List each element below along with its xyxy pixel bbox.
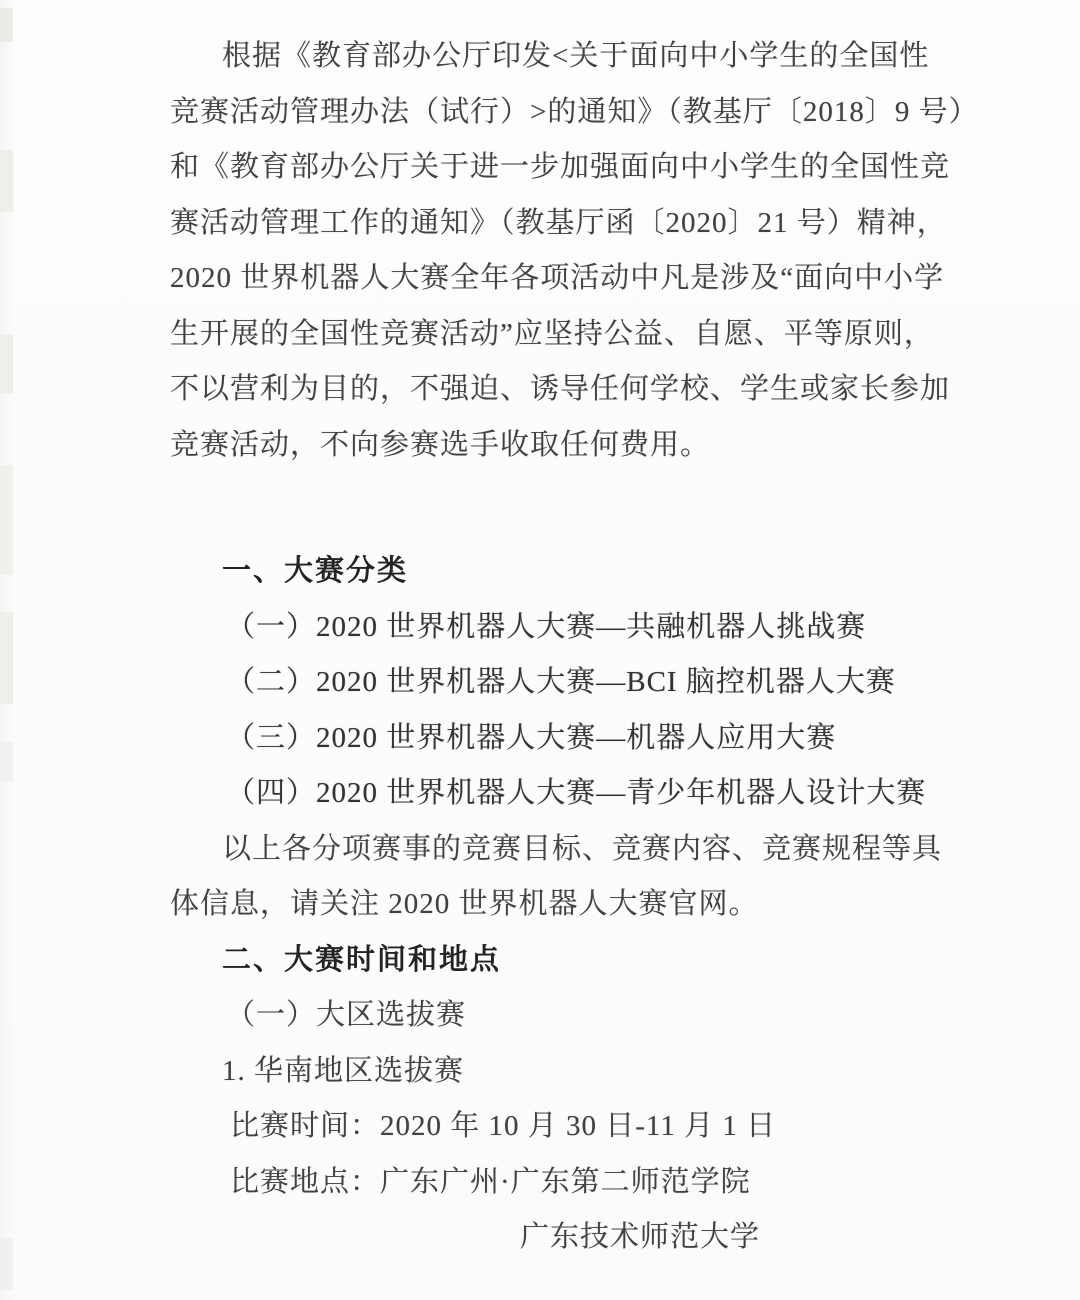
scan-artifact [0, 1238, 13, 1290]
paragraph1-line: 和《教育部办公厅关于进一步加强面向中小学生的全国性竞 [170, 151, 951, 184]
paragraph1-line: 2020 世界机器人大赛全年各项活动中凡是涉及“面向中小学 [170, 262, 945, 295]
section1-heading: 一、大赛分类 [222, 555, 409, 588]
contest-category-item: （二）2020 世界机器人大赛—BCI 脑控机器人大赛 [226, 666, 896, 699]
scan-artifact [0, 612, 13, 704]
scan-artifact [0, 465, 13, 575]
paragraph1-line: 生开展的全国性竞赛活动”应坚持公益、自愿、平等原则， [170, 317, 934, 350]
scan-artifact [0, 150, 13, 212]
section2-subheading: （一）大区选拔赛 [226, 999, 467, 1032]
section1-note-line: 体信息，请关注 2020 世界机器人大赛官网。 [170, 888, 759, 921]
regional-contest-title: 1. 华南地区选拔赛 [222, 1054, 465, 1087]
contest-place-line: 比赛地点：广东广州·广东第二师范学院 [230, 1165, 751, 1198]
paragraph1-line: 根据《教育部办公厅印发<关于面向中小学生的全国性 [222, 40, 930, 73]
paragraph1-line: 竞赛活动，不向参赛选手收取任何费用。 [170, 428, 711, 461]
paragraph1-line: 不以营利为目的，不强迫、诱导任何学校、学生或家长参加 [170, 373, 951, 406]
contest-category-item: （一）2020 世界机器人大赛—共融机器人挑战赛 [226, 610, 867, 643]
paragraph1-line: 竞赛活动管理办法（试行）>的通知》（教基厅〔2018〕9 号） [170, 95, 979, 128]
contest-time-line: 比赛时间：2020 年 10 月 30 日-11 月 1 日 [230, 1110, 777, 1143]
scan-artifact [0, 335, 13, 393]
scan-artifact [0, 8, 13, 42]
contest-place-line2: 广东技术师范大学 [520, 1221, 761, 1254]
section1-note-line: 以上各分项赛事的竞赛目标、竞赛内容、竞赛规程等具 [222, 832, 943, 865]
section2-heading: 二、大赛时间和地点 [222, 943, 502, 976]
blank-line-spacer [170, 470, 960, 541]
paragraph1-line: 赛活动管理工作的通知》（教基厅函〔2020〕21 号）精神， [170, 206, 947, 239]
document-body [170, 26, 979, 1263]
contest-category-item: （四）2020 世界机器人大赛—青少年机器人设计大赛 [226, 777, 927, 810]
contest-category-item: （三）2020 世界机器人大赛—机器人应用大赛 [226, 721, 837, 754]
scan-artifact [0, 742, 13, 782]
